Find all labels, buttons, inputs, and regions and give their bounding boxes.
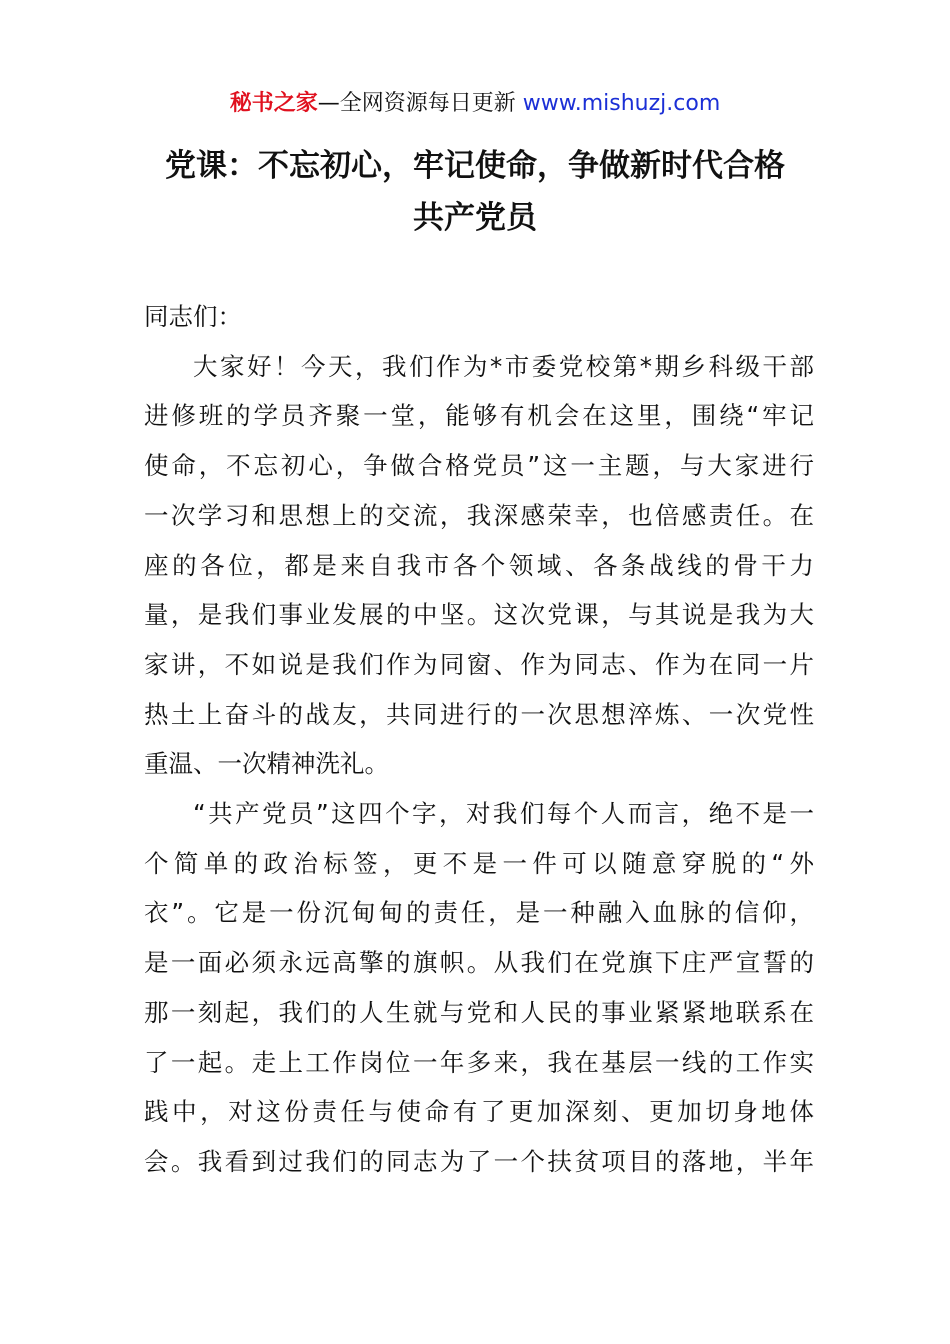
paragraph-1 [144,342,814,789]
paragraph-line: 大家好！今天，我们作为*市委党校第*期乡科级干部 [193,351,814,381]
paragraph-line: 是一面必须永远高擎的旗帜。从我们在党旗下庄严宣誓的 [144,948,814,978]
paragraph-line: 热土上奋斗的战友，共同进行的一次思想淬炼、一次党性 [144,699,814,729]
paragraph-line: 那一刻起，我们的人生就与党和人民的事业紧紧地联系在 [144,997,814,1027]
document-body [144,292,814,1187]
paragraph-line: 使命，不忘初心，争做合格党员”这一主题，与大家进行 [144,451,814,481]
paragraph-line: 座的各位，都是来自我市各个领域、各条战线的骨干力 [144,550,814,580]
paragraph-line: 个简单的政治标签，更不是一件可以随意穿脱的“外 [144,848,814,878]
title-line: 共产党员 [413,200,537,236]
paragraph-line: “共产党员”这四个字，对我们每个人而言，绝不是一 [193,799,814,829]
paragraph-line: 家讲，不如说是我们作为同窗、作为同志、作为在同一片 [144,649,814,679]
paragraph-line: 衣”。它是一份沉甸甸的责任，是一种融入血脉的信仰， [144,898,814,928]
document-title [100,140,850,244]
brand-name: 秘书之家 [229,91,318,116]
site-url-link[interactable]: www.mishuzj.com [522,91,721,116]
header-tagline: —全网资源每日更新 [317,91,523,116]
salutation [144,292,814,342]
site-header [0,86,950,122]
paragraph-line: 会。我看到过我们的同志为了一个扶贫项目的落地，半年 [144,1146,814,1176]
paragraph-line: 进修班的学员齐聚一堂，能够有机会在这里，围绕“牢记 [144,401,814,431]
paragraph-2 [144,789,814,1187]
title-line: 党课：不忘初心，牢记使命，争做新时代合格 [165,148,785,184]
salutation-text: 同志们： [144,302,242,331]
paragraph-line: 一次学习和思想上的交流，我深感荣幸，也倍感责任。在 [144,500,814,530]
paragraph-line: 量，是我们事业发展的中坚。这次党课，与其说是我为大 [144,600,814,630]
paragraph-line: 重温、一次精神洗礼。 [144,749,389,779]
paragraph-line: 践中，对这份责任与使命有了更加深刻、更加切身地体 [144,1097,814,1127]
paragraph-line: 了一起。走上工作岗位一年多来，我在基层一线的工作实 [144,1047,814,1077]
